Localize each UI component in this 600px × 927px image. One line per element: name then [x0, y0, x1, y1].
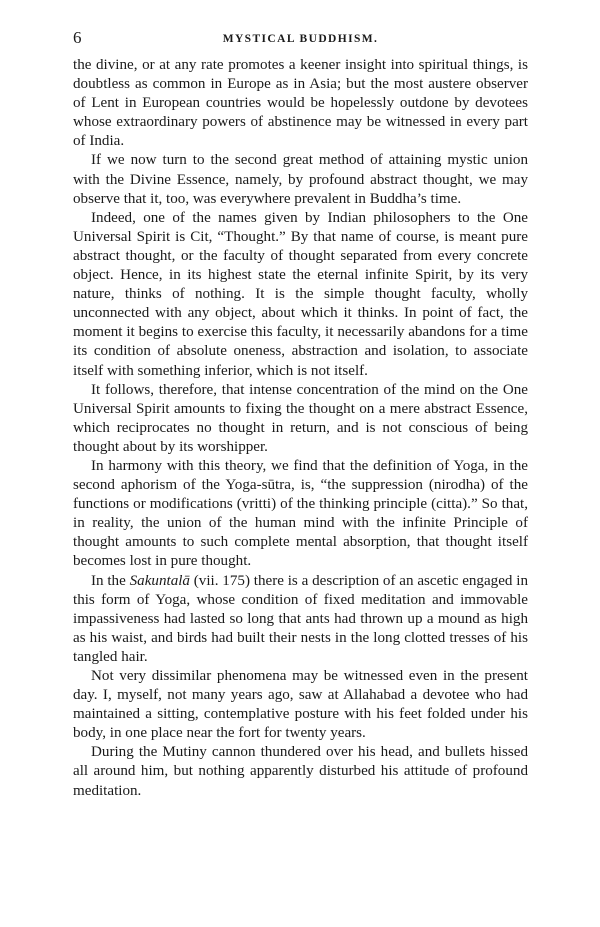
paragraph-6 [73, 572, 528, 667]
paragraph-3: Indeed, one of the names given by Indian philosophers to the One Universal Spirit is Cit, “Thought.” By that name of course, is meant pure abstract thought, or the faculty of thought separated from every concrete object. Hence, in its highest state the eternal infinite Spirit, by its very nature, thinks of nothing. It is the simple thought faculty, wholly unconnected with any object, about which it thinks. In point of fact, the moment it begins to exercise this faculty, it necessarily abandons for a time its condition of absolute oneness, abstraction and isolation, to associate itself with something inferior, which is not itself. [73, 209, 528, 379]
paragraph-6-rest: (vii. 175) there is a description of an ascetic engaged in this form of Yoga, whose condition of fixed meditation and immovable impassiveness had lasted so long that ants had thrown up a mound as high as his waist, and birds had built their nests in the long clotted tresses of his tangled hair. [73, 572, 529, 665]
running-title: MYSTICAL BUDDHISM. [222, 33, 379, 45]
body-text [73, 56, 528, 801]
paragraph-2: If we now turn to the second great method of attaining mystic union with the Divine Essence, namely, by profound abstract thought, we may observe that it, too, was everywhere prevalent in Buddha’s time. [73, 152, 528, 207]
paragraph-1: the divine, or at any rate promotes a keener insight into spiritual things, is doubtless as common in Europe as in Asia; but the most austere observer of Lent in European countries would be hopelessly outdone by devotees whose extraordinary powers of abstinence may be witnessed in every part of India. [73, 57, 528, 150]
paragraph-7: Not very dissimilar phenomena may be witnessed even in the present day. I, myself, not many years ago, saw at Allahabad a devotee who had maintained a sitting, contemplative posture with his feet folded under his body, in one place near the fort for twenty years. [73, 668, 528, 742]
paragraph-6-lead: In the [91, 572, 130, 589]
running-head [73, 28, 528, 48]
paragraph-4: It follows, therefore, that intense concentration of the mind on the One Universal Spirit amounts to fixing the thought on a mere abstract Essence, which reciprocates no thought in return, and is not conscious of being thought about by its worshipper. [73, 381, 528, 455]
sakuntala-title: Sakuntalā [129, 572, 190, 589]
book-page [73, 28, 528, 801]
paragraph-5: In harmony with this theory, we find that the definition of Yoga, in the second aphorism of the Yoga-sūtra, is, “the suppression (nirodha) of the functions or modifications (vritti) of the thinking principle (citta).” So that, in reality, the union of the human mind with the infinite Principle of thought amounts to such complete mental absorption, that thought itself becomes lost in pure thought. [73, 457, 528, 570]
page-number: 6 [73, 28, 82, 47]
paragraph-8: During the Mutiny cannon thundered over his head, and bullets hissed all around him, but nothing apparently disturbed his attitude of profound meditation. [73, 744, 528, 799]
